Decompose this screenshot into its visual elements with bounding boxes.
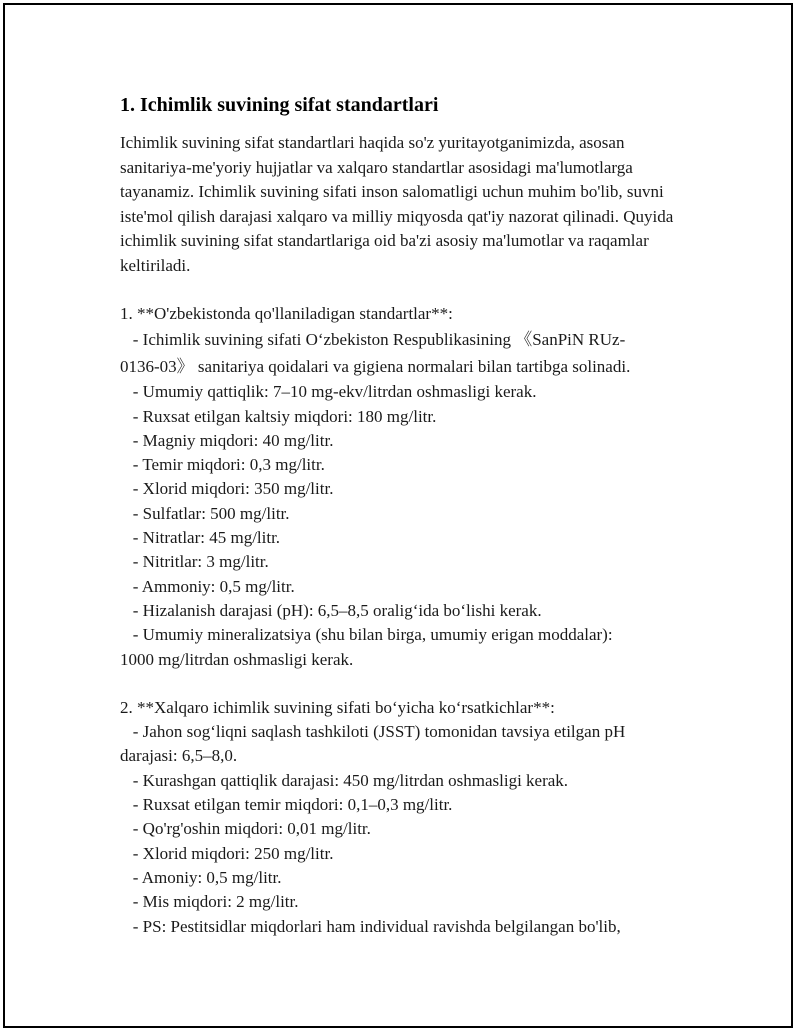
list-item: - Nitratlar: 45 mg/litr.: [120, 528, 281, 548]
list-item: 1000 mg/litrdan oshmasligi kerak.: [120, 649, 354, 669]
list-item: - Temir miqdori: 0,3 mg/litr.: [120, 455, 325, 475]
list-item: - Qo'rg'oshin miqdori: 0,01 mg/litr.: [120, 819, 371, 839]
list-item: - Ruxsat etilgan kaltsiy miqdori: 180 mg/litr.: [120, 406, 437, 426]
list-item: - Amoniy: 0,5 mg/litr.: [120, 867, 282, 887]
list-item: - Hizalanish darajasi (pH): 6,5–8,5 oralig‘ida bo‘lishi kerak.: [120, 600, 542, 620]
section1-line-1a: - Ichimlik suvining sifati O‘zbekiston Respublikasining 《SanPiN RUz-: [120, 330, 626, 350]
list-item: - Ruxsat etilgan temir miqdori: 0,1–0,3 mg/litr.: [120, 795, 453, 815]
list-item: - Umumiy mineralizatsiya (shu bilan birga, umumiy erigan moddalar):: [120, 625, 613, 645]
spacer: [120, 278, 700, 302]
list-item: - Nitritlar: 3 mg/litr.: [120, 552, 269, 572]
list-item: - Xlorid miqdori: 350 mg/litr.: [120, 479, 334, 499]
list-item: - PS: Pestitsidlar miqdorlari ham individual ravishda belgilangan bo'lib,: [120, 916, 621, 936]
section2-heading: 2. **Xalqaro ichimlik suvining sifati bo‘yicha ko‘rsatkichlar**:: [120, 697, 555, 717]
list-item: darajasi: 6,5–8,0.: [120, 746, 238, 766]
list-item: - Kurashgan qattiqlik darajasi: 450 mg/litrdan oshmasligi kerak.: [120, 770, 569, 790]
document-page: [3, 3, 793, 1028]
list-item: - Umumiy qattiqlik: 7–10 mg-ekv/litrdan oshmasligi kerak.: [120, 382, 537, 402]
list-item: - Ammoniy: 0,5 mg/litr.: [120, 576, 295, 596]
list-item: - Mis miqdori: 2 mg/litr.: [120, 892, 299, 912]
section1-heading: 1. **O'zbekistonda qo'llaniladigan standartlar**:: [120, 304, 453, 323]
intro-paragraph: Ichimlik suvining sifat standartlari haqida so'z yuritayotganimizda, asosan sanitariya-me'yoriy hujjatlar va xalqaro standartlar asosidagi ma'lumotlarga tayanamiz. Ichimlik suvining sifati inson salomatligi uchun muhim bo'lib, suvni iste'mol qilish darajasi xalqaro va milliy miqyosda qat'iy nazorat qilinadi. Quyida ichimlik suvining sifat standartlariga oid ba'zi asosiy ma'lumotlar va raqamlar keltiriladi.: [120, 133, 674, 275]
list-item: - Jahon sog‘liqni saqlash tashkiloti (JSST) tomonidan tavsiya etilgan pH: [120, 722, 626, 742]
document-content: [120, 93, 700, 939]
list-item: - Sulfatlar: 500 mg/litr.: [120, 503, 290, 523]
section-title: 1. Ichimlik suvining sifat standartlari: [120, 94, 439, 116]
list-item: - Xlorid miqdori: 250 mg/litr.: [120, 843, 334, 863]
section1-line-1b: 0136-03》 sanitariya qoidalari va gigiena normalari bilan tartibga solinadi.: [120, 357, 631, 377]
list-item: - Magniy miqdori: 40 mg/litr.: [120, 430, 334, 450]
spacer: [120, 672, 700, 696]
